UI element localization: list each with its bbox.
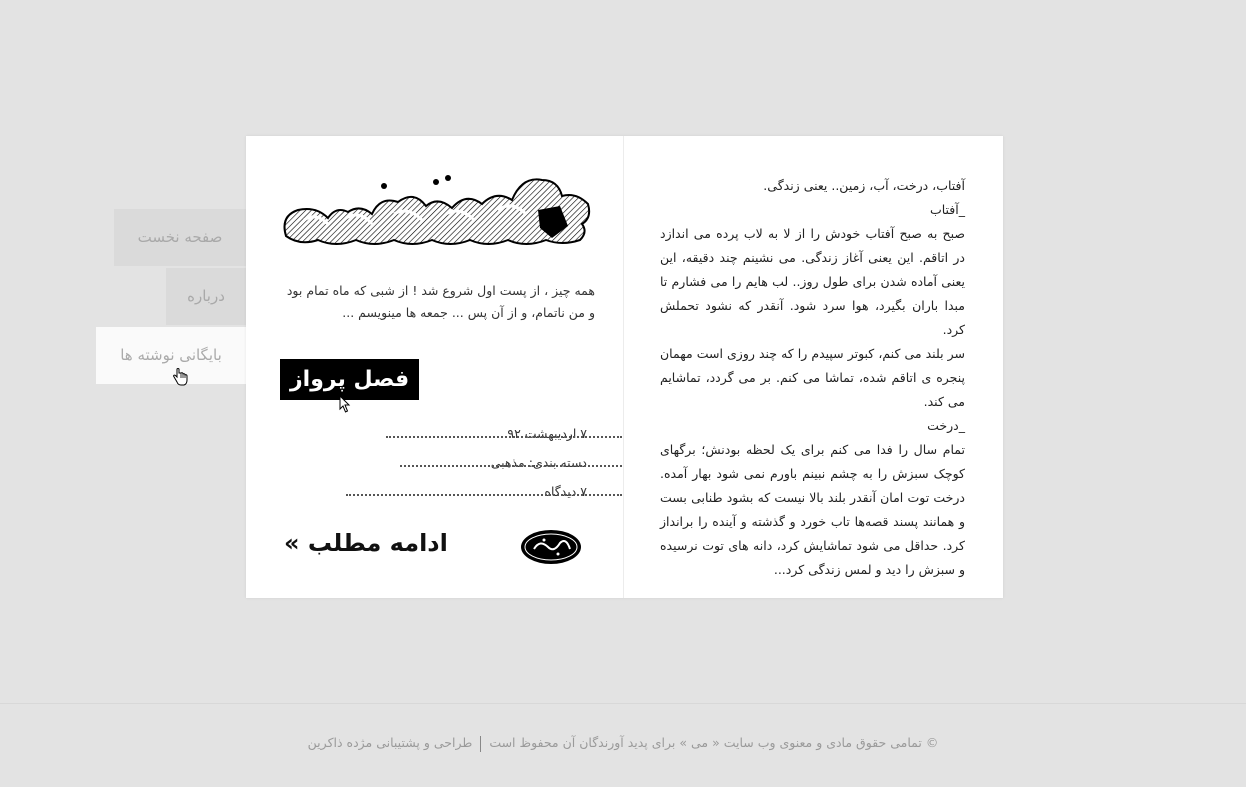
post-date-text: ۷ اردیبهشت ۹۲: [507, 426, 587, 441]
arrow-cursor-icon: [339, 395, 353, 413]
footer-divider: [0, 703, 1246, 704]
nav-item-archive[interactable]: بایگانی نوشته ها: [96, 327, 246, 384]
post-comments[interactable]: [282, 484, 587, 504]
post-excerpt: [660, 174, 965, 582]
stamp-logo: [520, 527, 582, 567]
excerpt-paragraph: آفتاب، درخت، آب، زمین.. یعنی زندگی.: [763, 178, 965, 193]
post-category-text[interactable]: دسته بندی: مذهبی: [490, 455, 587, 470]
excerpt-heading: _آفتاب: [929, 202, 965, 217]
post-title-link[interactable]: فصل پرواز: [280, 359, 419, 400]
column-divider: [623, 136, 624, 598]
footer: [0, 735, 1246, 752]
excerpt-heading: _درخت: [927, 418, 965, 433]
hand-cursor-icon: [172, 368, 188, 386]
nav-item-about[interactable]: درباره: [166, 268, 246, 325]
dotted-divider: [400, 465, 622, 467]
site-logo: [276, 166, 598, 258]
footer-credit[interactable]: طراحی و پشتیبانی مژده ذاکرین: [307, 735, 473, 750]
site-intro: همه چیز ، از پست اول شروع شد ! از شبی که ماه تمام بود و من ناتمام، و از آن پس ... جمعه ها مینویسم ...: [286, 283, 595, 320]
dotted-divider: [346, 494, 622, 496]
dotted-divider: [386, 436, 622, 438]
read-more-link[interactable]: ادامه مطلب »: [284, 529, 448, 557]
excerpt-paragraph: سر بلند می کنم، کبوتر سپیدم را که چند روزی است مهمان پنجره ی اتاقم شده، تماشا می کنم. بر می گردد، تماشایم می کند.: [660, 346, 965, 409]
post-date: [282, 426, 587, 446]
nav-item-home[interactable]: صفحه نخست: [114, 209, 246, 266]
footer-separator: [480, 736, 481, 752]
post-card: [246, 136, 1003, 598]
post-comments-text[interactable]: ۷ دیدگاه: [544, 484, 587, 499]
post-category[interactable]: [282, 455, 587, 475]
excerpt-paragraph: تمام سال را فدا می کنم برای یک لحظه بودنش؛ برگهای کوچک سبزش را به چشم نبینم باورم نمی شود بهار آمده. درخت توت امان آنقدر بلند بالا نیست که بشود طنابی بست و همانند پسند قصه‌‌ها تاب خورد و گذشته و آینده را برانداز کرد. حداقل می شود تماشایش کرد، دانه های توت نرسیده و سبزش را دید و لمس زندگی کرد...: [660, 442, 965, 577]
excerpt-paragraph: صبح به صبح آفتاب خودش را از لا به لاب پرده می اندازد در اتاقم. این یعنی آغاز زندگی. می نشینم چند دقیقه، این یعنی آماده شدن برای طول روز.. لب هایم را می فشارم تا مبدا باران بگیرد، هوا سرد شود. آنقدر که نشود تحملش کرد.: [660, 226, 965, 337]
footer-copyright: © تمامی حقوق مادی و معنوی وب سایت « می » برای پدید آورندگان آن محفوظ است: [489, 735, 939, 750]
